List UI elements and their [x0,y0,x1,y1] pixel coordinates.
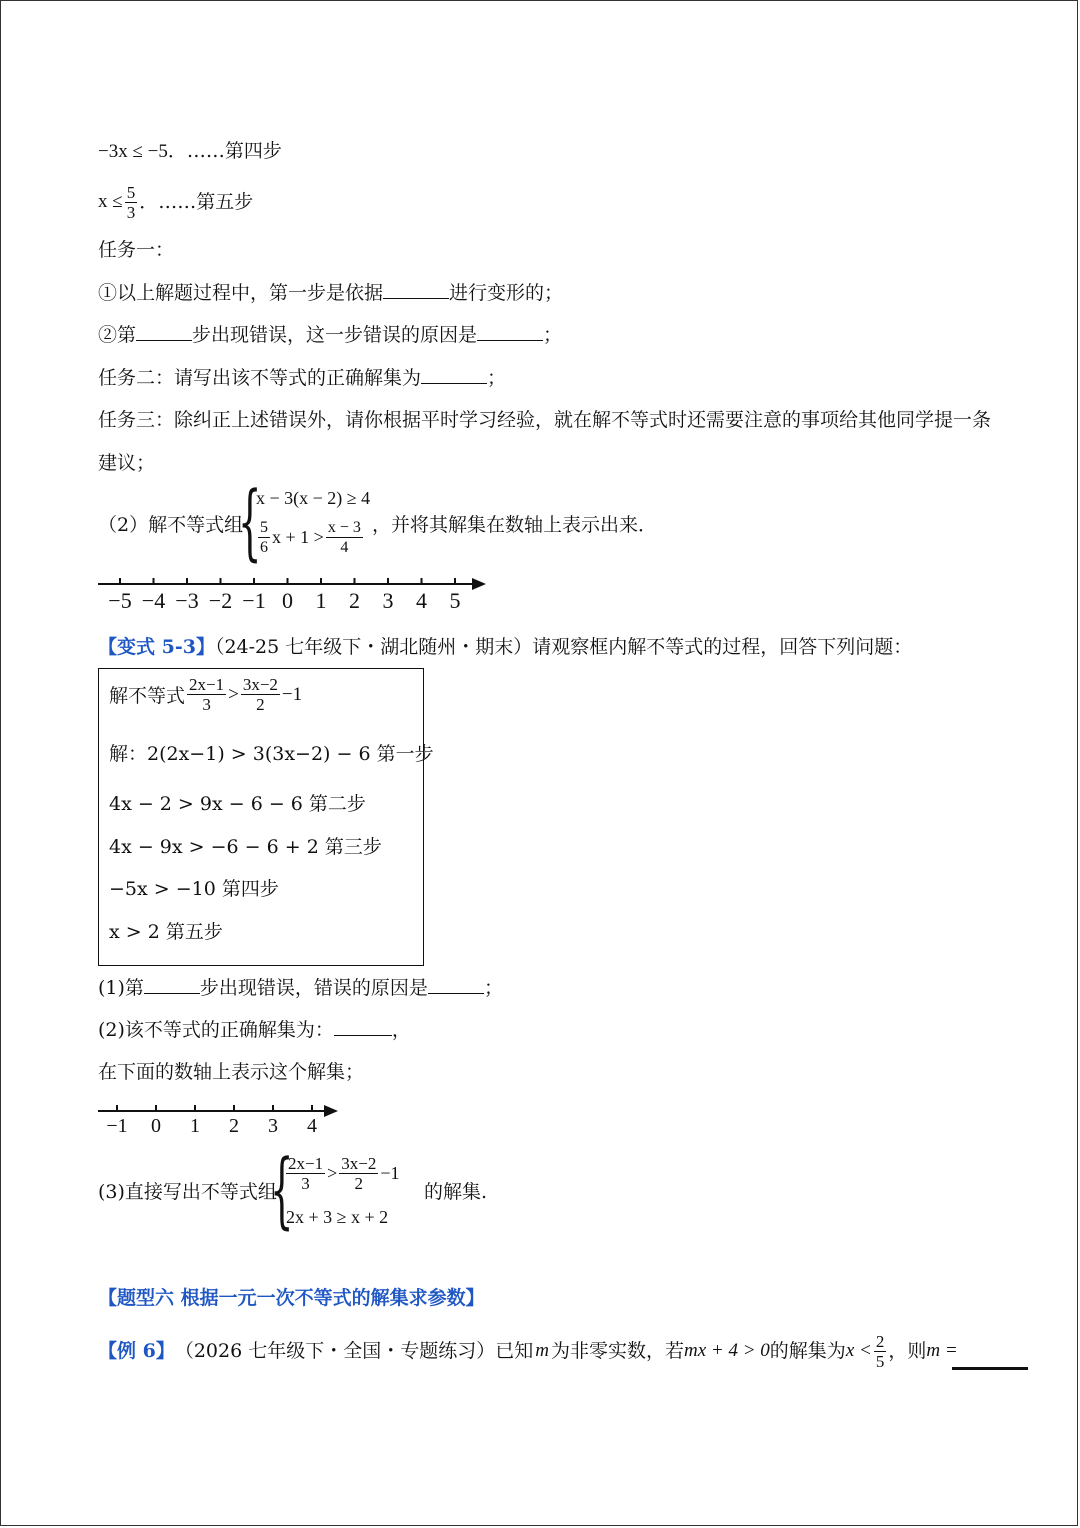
step-five-line [98,181,253,223]
tick-label: 0 [282,588,293,613]
box-step1: 解：2(2x−1) > 3(3x−2) − 6 第一步 [109,743,434,765]
q2-prefix: （2）解不等式组 [98,514,244,536]
q2-suffix: ，并将其解集在数轴上表示出来． [372,514,658,536]
tick-label: 1 [315,588,327,613]
step-four-label: ．……第四步 [167,140,282,162]
tick-label: 3 [268,1115,278,1137]
tick-label: −4 [141,588,166,613]
step-five-fraction: $\frac{5}{3}$ [126,182,136,222]
answer-blank[interactable] [383,280,449,299]
box-title: 解不等式 $\frac{2x-1}{3}$ > $\frac{3x-2}{2}$ −1 [109,675,303,714]
task1-title: 任务一： [98,239,175,261]
variant-text: （24-25 七年级下・湖北随州・期末）请观察框内解不等式的过程，回答下列问题： [214,636,913,658]
step-five-lhs: x ≤ [98,191,123,212]
section-six-heading: 【题型六 根据一元一次不等式的解集求参数】 [98,1287,485,1309]
task2: 任务二：请写出该不等式的正确解集为 ； [98,367,507,389]
variant-q3-ineq1: $\frac{2x-1}{3}$ > $\frac{3x-2}{2}$ −1 [288,1154,400,1193]
answer-blank[interactable] [144,975,200,994]
box-step5: x > 2 第五步 [109,921,223,943]
variant-heading [98,633,912,661]
tick-label: −2 [208,588,233,613]
variant-q2-line2: 在下面的数轴上表示这个解集； [98,1061,365,1083]
task1-q1: ①以上解题过程中，第一步是依据 进行变形的； [98,282,564,304]
variant-tag: 【变式 5-3】 [98,636,215,658]
task3-line1: 任务三：除纠正上述错误外，请你根据平时学习经验，就在解不等式时还需要注意的事项给其他同学提一条 [98,409,992,431]
step-four-expr: −3x ≤ −5 [98,141,168,162]
step-four-line [98,137,282,166]
variant-q2: (2)该不等式的正确解集为： ， [98,1019,411,1041]
number-line-1[interactable] [92,572,492,616]
tick-label: −3 [175,588,199,613]
tick-label: 1 [190,1115,200,1137]
tick-label: 3 [382,588,394,613]
variant-q3-suffix: 的解集. [424,1181,488,1203]
tick-label: −1 [242,588,266,613]
answer-blank[interactable] [952,1367,1028,1370]
box-step3: 4x − 9x > −6 − 6 + 2 第三步 [109,836,382,858]
step-five-label: ．……第五步 [139,191,254,213]
q2-ineq1: x − 3(x − 2) ≥ 4 [256,488,371,508]
box-step2: 4x − 2 > 9x − 6 − 6 第二步 [109,793,366,815]
answer-blank[interactable] [136,322,192,341]
tick-label: 4 [307,1115,317,1137]
q2-ineq2: $\frac{5}{6}$ x + 1 > $\frac{x - 3}{4}$ [260,519,361,556]
task3-line2: 建议； [98,452,156,474]
tick-label: 4 [416,588,427,613]
tick-label: −1 [106,1115,128,1137]
tick-label: 2 [349,588,360,613]
variant-q1: (1)第 步出现错误，错误的原因是 ； [98,977,503,999]
tick-label: 2 [229,1115,239,1137]
example-six: 【例 6】 （2026 七年级下・全国・专题练习）已知 m 为非零实数，若 mx + 4 > 0 的解集为 x < $\frac{2}{5}$ ，则 m = [98,1331,958,1371]
system-brace: { [270,1143,294,1238]
box-step4: −5x > −10 第四步 [109,878,279,900]
answer-blank[interactable] [334,1017,392,1036]
example-tag: 【例 6】 [98,1340,175,1362]
answer-blank[interactable] [428,975,484,994]
tick-label: 5 [449,588,461,613]
task1-q2: ②第 步出现错误，这一步错误的原因是 ； [98,324,563,346]
variant-q3-prefix: (3)直接写出不等式组 [98,1181,277,1203]
variant-q3-ineq2: 2x + 3 ≥ x + 2 [286,1207,389,1227]
number-line-2[interactable] [92,1100,352,1140]
answer-blank[interactable] [477,322,543,341]
solution-box [98,668,434,966]
tick-label: −5 [108,588,132,613]
tick-label: 0 [151,1115,161,1137]
answer-blank[interactable] [421,365,487,384]
system-brace: { [238,475,262,570]
